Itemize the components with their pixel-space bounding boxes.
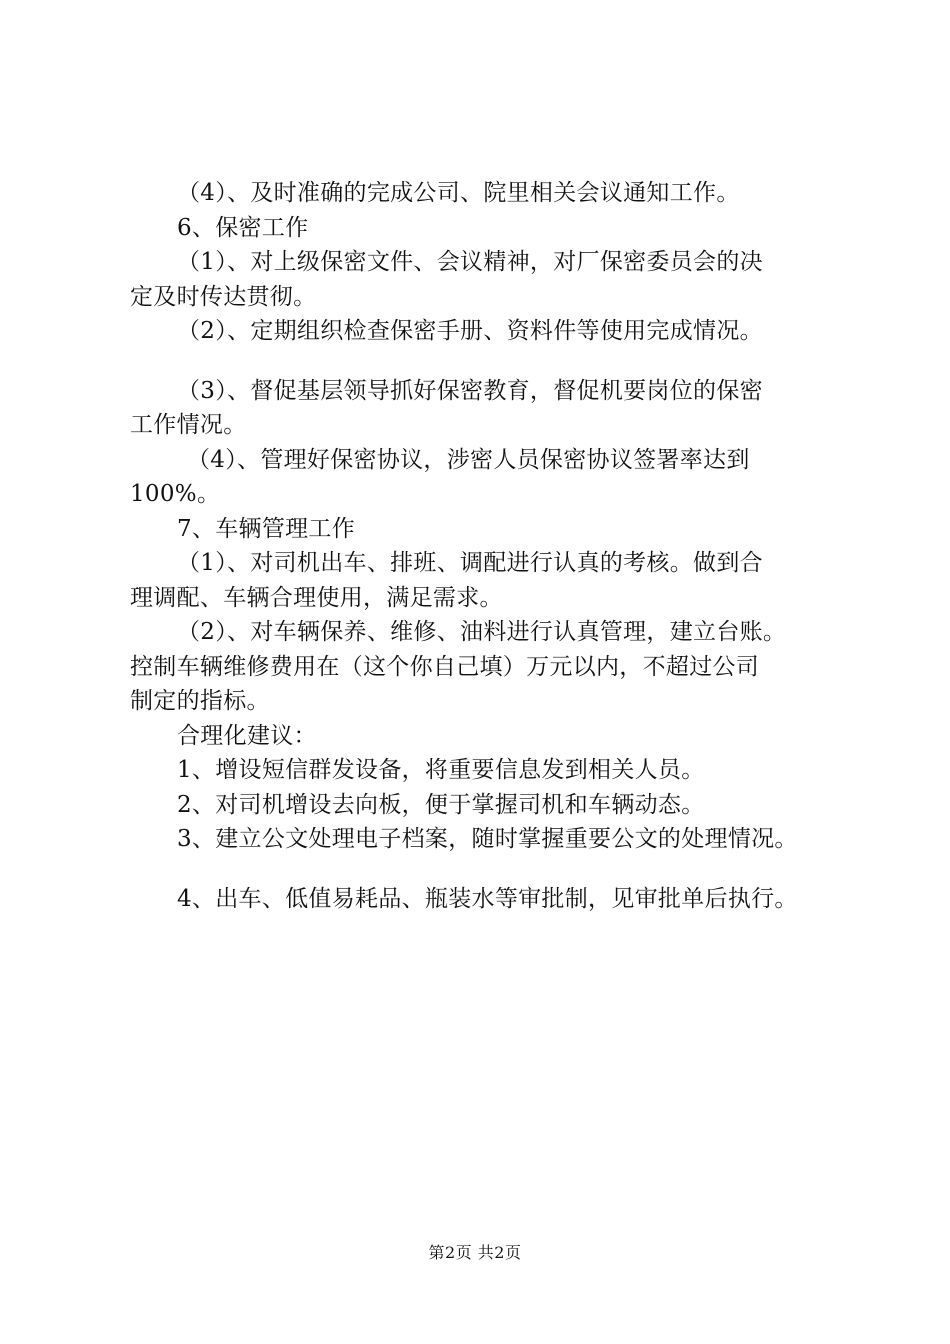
section-heading-vehicle-management: 7、车辆管理工作 (177, 515, 356, 542)
text-line-vehicle-1-cont: 理调配、车辆合理使用，满足需求。 (130, 584, 503, 611)
page-number-footer: 第2页 共2页 (428, 1243, 522, 1262)
text-line-confidentiality-3-cont: 工作情况。 (130, 412, 247, 438)
paragraph-gap (130, 857, 835, 882)
text-line-confidentiality-2: （2）、定期组织检查保密手册、资料件等使用完成情况。 (177, 318, 763, 344)
text-line-suggestion-3: 3、建立公文处理电子档案，随时掌握重要公文的处理情况。 (177, 826, 798, 852)
section-heading-confidentiality: 6、保密工作 (177, 214, 309, 241)
section-heading-suggestions: 合理化建议： (177, 722, 317, 749)
text-line-suggestion-1: 1、增设短信群发设备，将重要信息发到相关人员。 (177, 757, 705, 783)
text-line-suggestion-2: 2、对司机增设去向板，便于掌握司机和车辆动态。 (177, 791, 705, 818)
document-body (130, 176, 835, 916)
text-line-confidentiality-3: （3）、督促基层领导抓好保密教育，督促机要岗位的保密 (177, 377, 763, 404)
text-line-vehicle-2: （2）、对车辆保养、维修、油料进行认真管理，建立台账。 (177, 619, 787, 645)
text-line-vehicle-1: （1）、对司机出车、排班、调配进行认真的考核。做到合 (177, 550, 763, 576)
text-line-confidentiality-1: （1）、对上级保密文件、会议精神，对厂保密委员会的决 (177, 249, 763, 275)
text-line-meeting-notice: （4）、及时准确的完成公司、院里相关会议通知工作。 (177, 180, 740, 206)
text-line-confidentiality-4: （4）、管理好保密协议，涉密人员保密协议签署率达到 (187, 446, 750, 473)
text-line-vehicle-2-end: 制定的指标。 (130, 688, 270, 714)
text-line-vehicle-2-cont: 控制车辆维修费用在（这个你自己填）万元以内，不超过公司 (130, 653, 760, 680)
text-line-suggestion-4: 4、出车、低值易耗品、瓶装水等审批制，见审批单后执行。 (177, 885, 798, 912)
text-line-confidentiality-4-cont: 100%。 (130, 481, 221, 507)
text-line-confidentiality-1-cont: 定及时传达贯彻。 (130, 283, 317, 310)
paragraph-gap (130, 349, 835, 374)
